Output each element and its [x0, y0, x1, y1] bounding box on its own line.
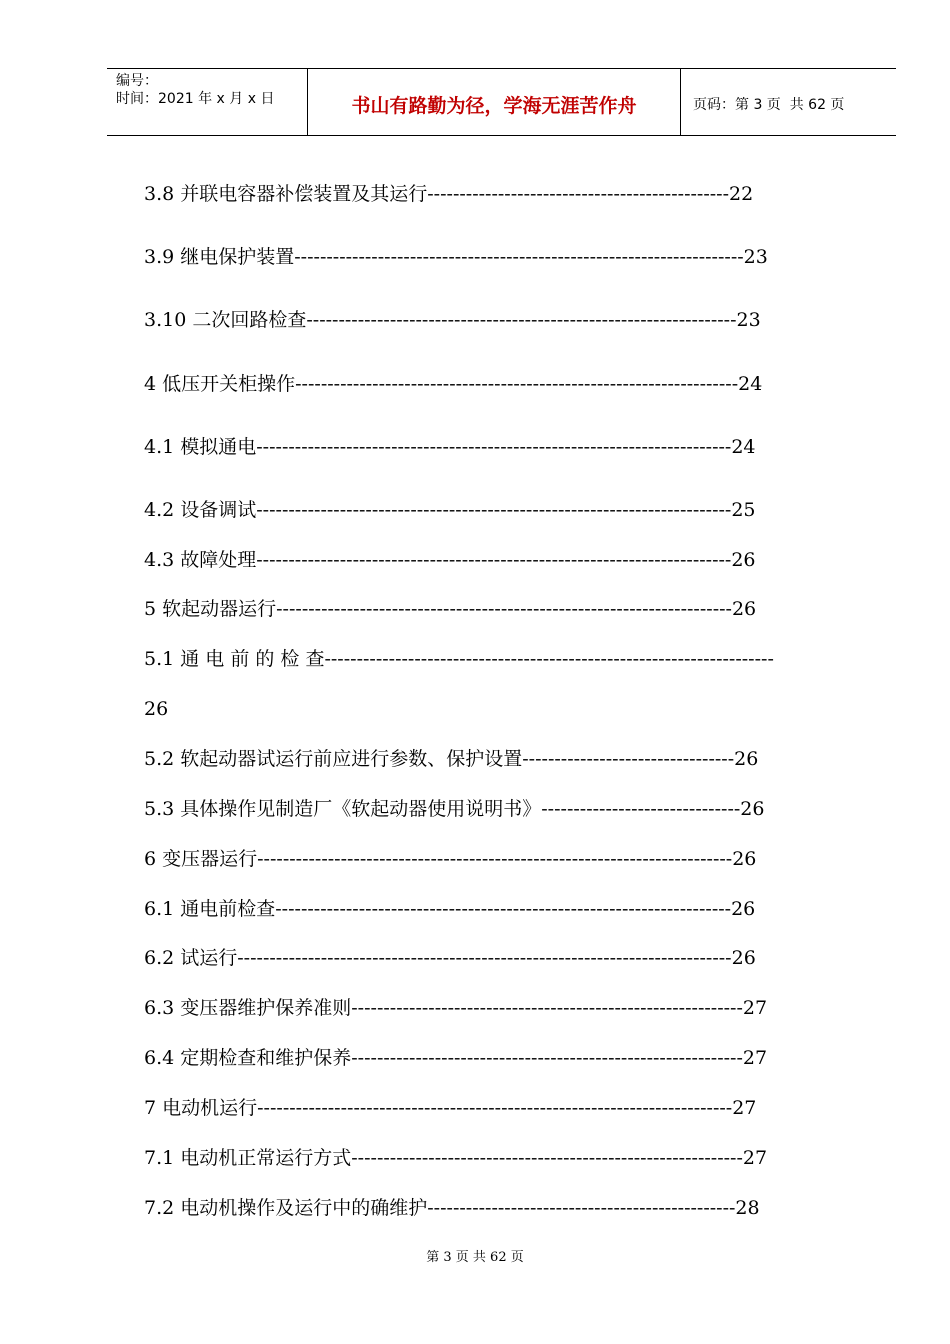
toc-entry[interactable]: [144, 697, 864, 721]
toc-entry[interactable]: [144, 435, 864, 459]
toc-entry-leader: --------------------------------------------------------------------------: [256, 499, 732, 521]
toc-entry-page-number: 26: [732, 848, 757, 870]
toc-entry-page-number: 26: [144, 698, 169, 720]
toc-entry-page-number: 26: [740, 798, 765, 820]
toc-entry-label: 3.10 二次回路检查: [144, 309, 307, 331]
toc-entry-page-number: 28: [735, 1197, 760, 1219]
toc-entry-label: 5.2 软起动器试运行前应进行参数、保护设置: [144, 748, 523, 770]
toc-entry[interactable]: [144, 1146, 864, 1170]
toc-entry[interactable]: [144, 182, 864, 206]
header-meta: [107, 69, 308, 135]
toc-entry[interactable]: [144, 946, 864, 970]
toc-entry-label: 3.8 并联电容器补偿装置及其运行: [144, 183, 428, 205]
toc-entry-page-number: 27: [742, 1147, 768, 1169]
page-header: [107, 68, 896, 136]
toc-entry-page-number: 24: [738, 373, 763, 395]
toc-entry-label: 6.1 通电前检查: [144, 898, 276, 920]
toc-entry[interactable]: [144, 797, 864, 821]
toc-entry[interactable]: [144, 548, 864, 572]
toc-entry-label: 4.2 设备调试: [144, 499, 257, 521]
toc-entry-leader: -------------------------------------------------------------: [351, 1147, 743, 1169]
toc-entry-page-number: 26: [731, 947, 756, 969]
toc-entry-leader: -----------------------------------------------------------------------: [275, 898, 732, 920]
toc-entry[interactable]: [144, 647, 864, 671]
toc-entry-page-number: 22: [729, 183, 754, 205]
toc-entry[interactable]: [144, 1196, 864, 1220]
header-motto: 书山有路勤为径，学海无涯苦作舟: [308, 69, 681, 135]
toc-entry-label: 5.1 通 电 前 的 检 查: [144, 648, 325, 670]
toc-entry-label: 4.3 故障处理: [144, 549, 257, 571]
toc-entry-leader: ---------------------------------------------------------------------: [295, 373, 739, 395]
header-page-info: [681, 69, 896, 135]
toc-entry-page-number: 23: [743, 246, 768, 268]
toc-entry[interactable]: [144, 372, 864, 396]
toc-entry[interactable]: [144, 308, 864, 332]
toc-entry-label: 4.1 模拟通电: [144, 436, 257, 458]
toc-entry[interactable]: [144, 245, 864, 269]
toc-entry-label: 7 电动机运行: [144, 1097, 258, 1119]
toc-entry-leader: -----------------------------------------------------------------------------: [237, 947, 732, 969]
toc-entry[interactable]: [144, 498, 864, 522]
toc-entry-label: 6.2 试运行: [144, 947, 238, 969]
toc-entry-label: 6.3 变压器维护保养准则: [144, 997, 352, 1019]
toc-entry-leader: --------------------------------------------------------------------------: [257, 848, 733, 870]
toc-entry-label: 6.4 定期检查和维护保养: [144, 1047, 352, 1069]
toc-entry[interactable]: [144, 747, 864, 771]
toc-entry[interactable]: [144, 996, 864, 1020]
page-footer: 第 3 页 共 62 页: [426, 1250, 524, 1265]
toc-entry-leader: ------------------------------------------------: [427, 1197, 736, 1219]
toc-entry-page-number: 26: [731, 549, 756, 571]
toc-entry-leader: -------------------------------------------------------------: [351, 997, 743, 1019]
toc-entry-label: 4 低压开关柜操作: [144, 373, 296, 395]
document-time-label: 时间：2021 年 x 月 x 日: [116, 91, 275, 107]
toc-entry-label: 7.1 电动机正常运行方式: [144, 1147, 352, 1169]
toc-entry-page-number: 27: [732, 1097, 757, 1119]
toc-entry-leader: -------------------------------: [541, 798, 741, 820]
toc-entry-leader: ---------------------------------: [522, 748, 735, 770]
toc-entry[interactable]: [144, 897, 864, 921]
toc-entry-page-number: 26: [734, 748, 759, 770]
document-number-label: 编号：: [116, 73, 158, 89]
toc-entry-leader: --------------------------------------------------------------------------: [257, 1097, 733, 1119]
toc-entry-leader: --------------------------------------------------------------------------: [256, 436, 732, 458]
toc-entry-leader: ----------------------------------------------------------------------: [324, 648, 774, 670]
toc-entry-leader: -------------------------------------------------------------------: [306, 309, 737, 331]
toc-entry-label: 5 软起动器运行: [144, 598, 277, 620]
toc-entry[interactable]: [144, 1096, 864, 1120]
toc-entry[interactable]: [144, 1046, 864, 1070]
toc-entry-page-number: 24: [731, 436, 756, 458]
toc-entry-leader: -----------------------------------------------: [427, 183, 730, 205]
toc-entry-page-number: 23: [736, 309, 761, 331]
toc-entry-leader: -------------------------------------------------------------: [351, 1047, 743, 1069]
toc-entry-page-number: 26: [731, 598, 757, 620]
toc-entry-label: 7.2 电动机操作及运行中的确维护: [144, 1197, 428, 1219]
toc-entry-page-number: 26: [731, 898, 756, 920]
toc-entry[interactable]: [144, 597, 864, 621]
header-page-info-text: 页码：第 3 页 共 62 页: [693, 97, 845, 113]
toc-entry-label: 5.3 具体操作见制造厂《软起动器使用说明书》: [144, 798, 542, 820]
toc-entry-label: 6 变压器运行: [144, 848, 258, 870]
toc-entry-page-number: 27: [742, 997, 768, 1019]
toc-entry[interactable]: [144, 847, 864, 871]
toc-entry-leader: --------------------------------------------------------------------------: [256, 549, 732, 571]
toc-entry-page-number: 25: [731, 499, 756, 521]
toc-entry-label: 3.9 继电保护装置: [144, 246, 295, 268]
toc-entry-leader: -----------------------------------------------------------------------: [276, 598, 732, 620]
toc-entry-leader: ----------------------------------------------------------------------: [294, 246, 744, 268]
toc-entry-page-number: 27: [742, 1047, 768, 1069]
